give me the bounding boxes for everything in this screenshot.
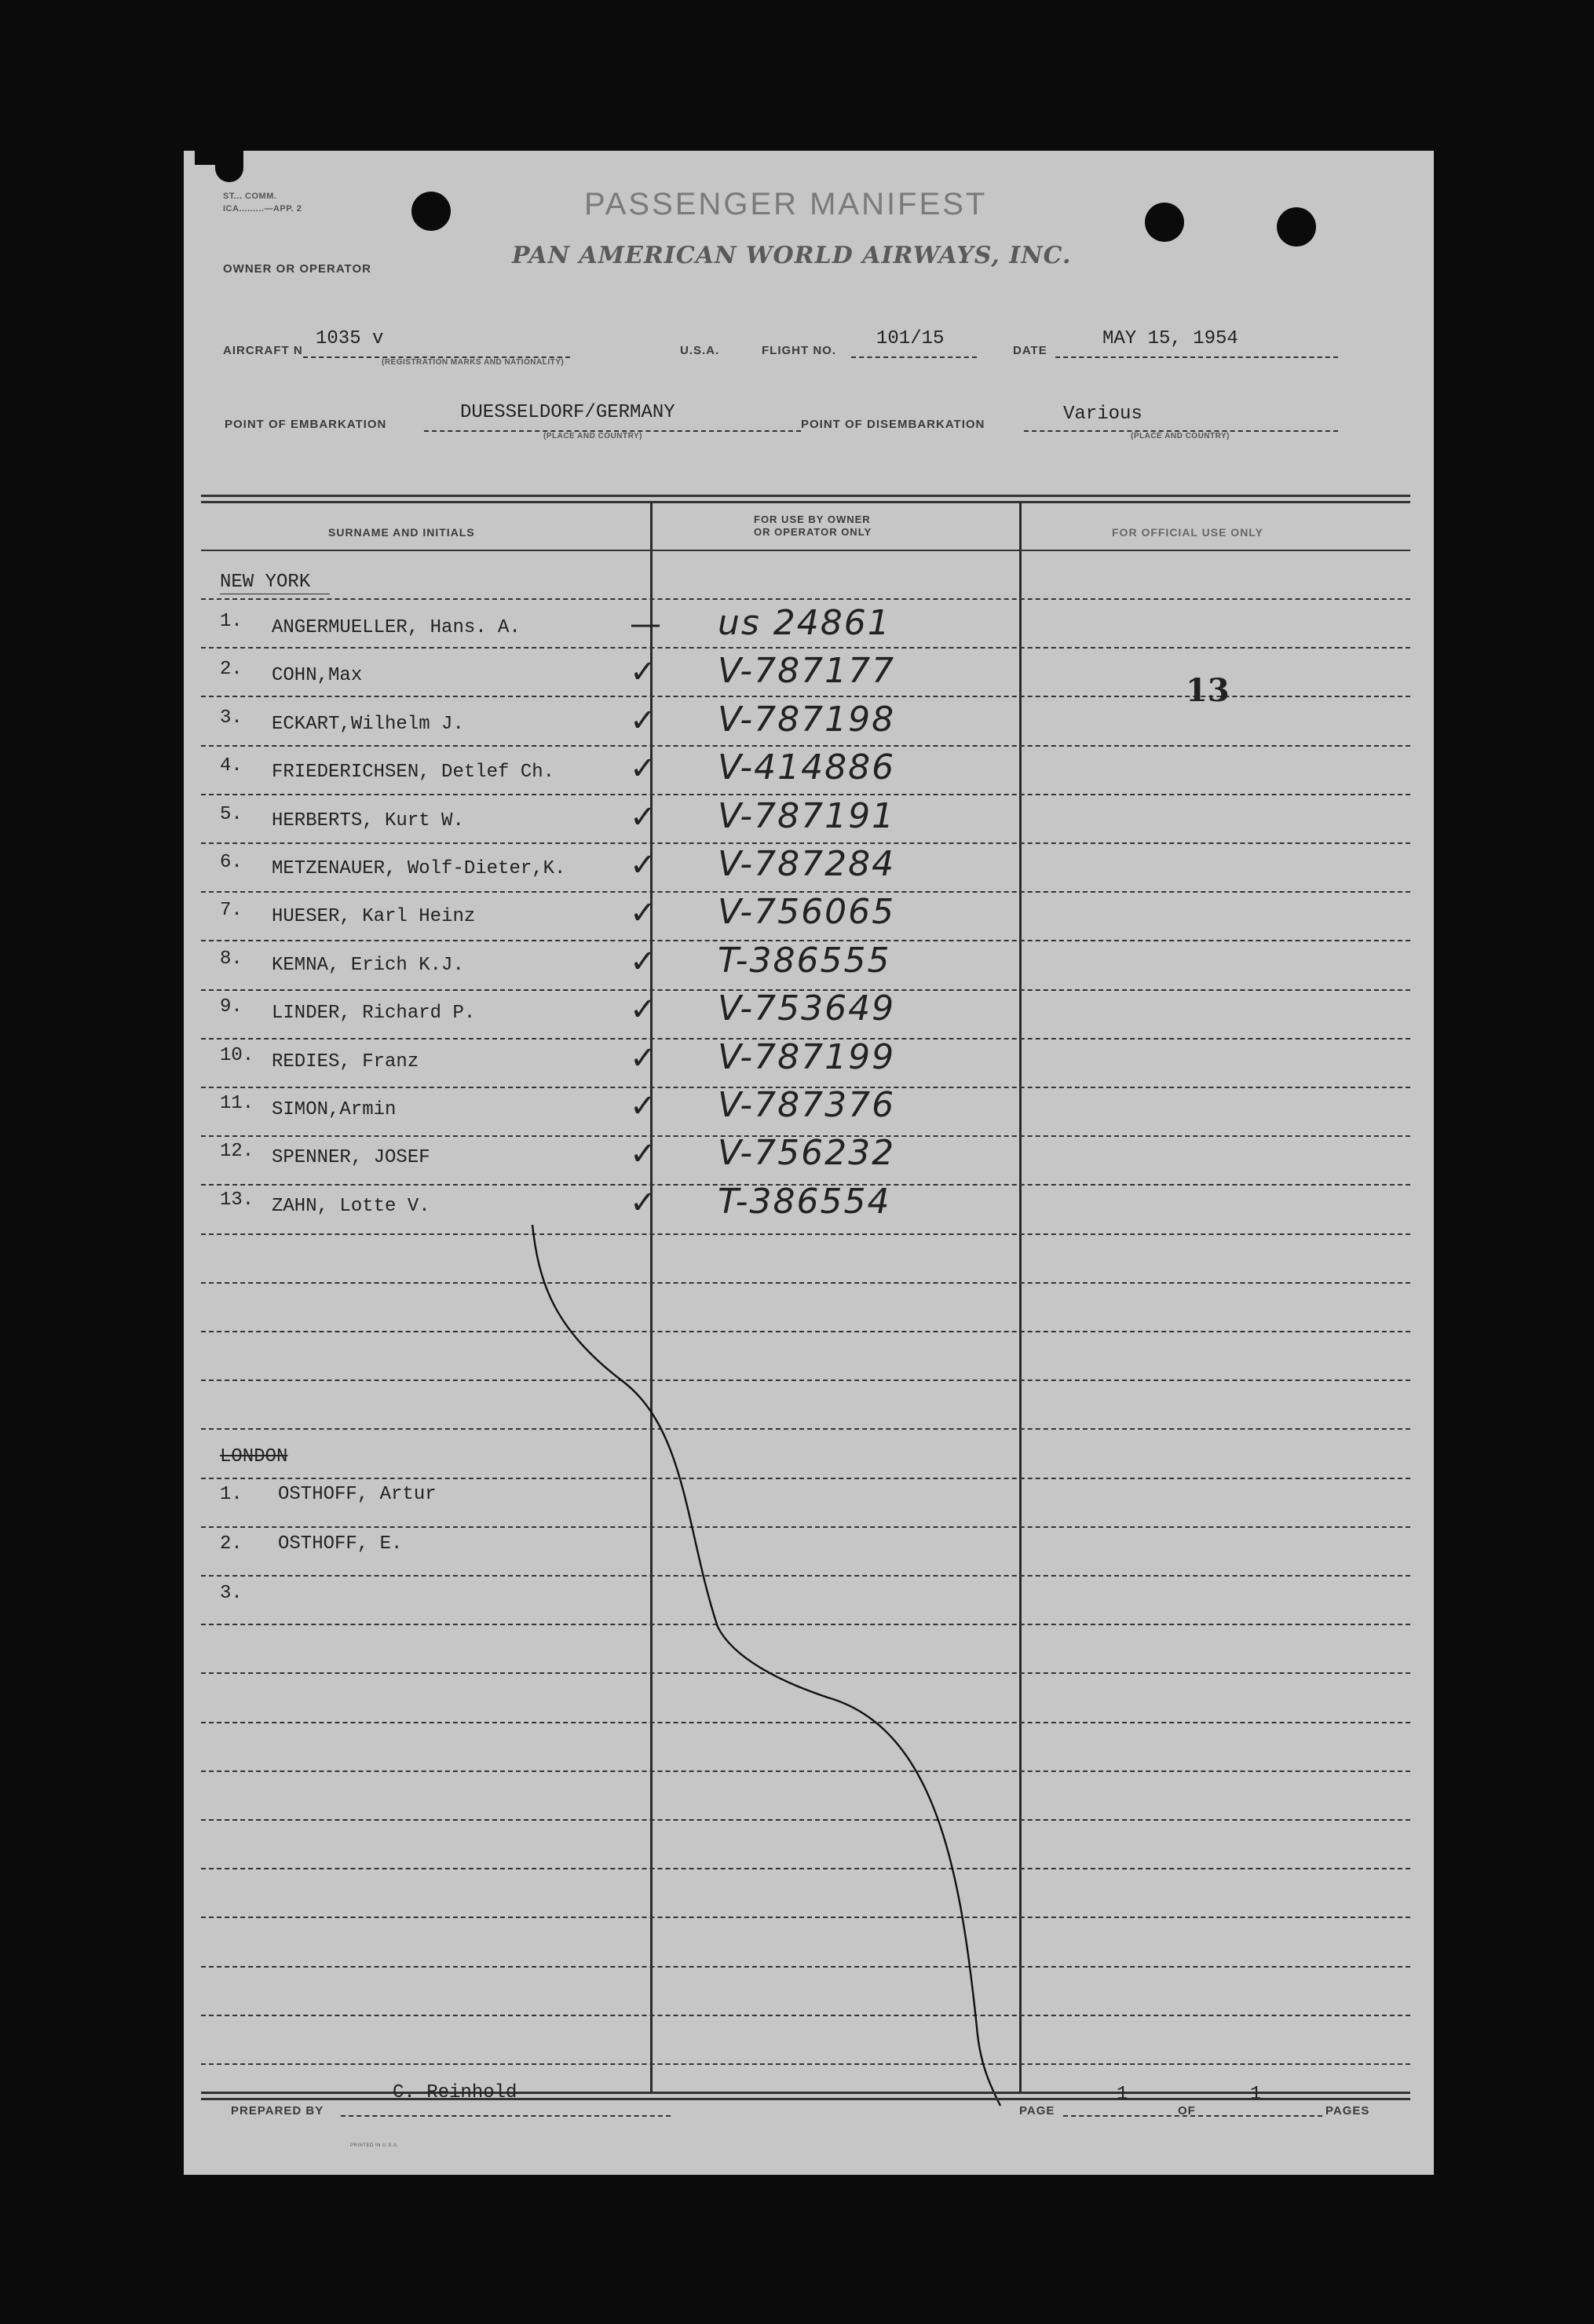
passenger-name: ANGERMUELLER, Hans. A. [272, 617, 521, 638]
form-id-line1: ST... COMM. [223, 192, 277, 201]
pen-stroke [184, 151, 1434, 2175]
of-label: OF [1178, 2104, 1196, 2118]
passenger-name: HERBERTS, Kurt W. [272, 810, 464, 831]
document-number: V-787199 [718, 1037, 896, 1077]
document-number: V-756065 [718, 892, 896, 932]
document-number: V-414886 [718, 747, 896, 787]
passenger-number: 3. [220, 1583, 243, 1604]
passenger-number: 9. [220, 996, 243, 1018]
passenger-number: 13. [220, 1189, 254, 1211]
col-header-owner-1: FOR USE BY OWNER [754, 513, 871, 525]
passenger-number: 8. [220, 948, 243, 970]
document-number: V-787198 [718, 700, 896, 740]
prepared-by: C. Reinhold [393, 2082, 517, 2103]
document-number: T-386554 [718, 1182, 891, 1222]
document-number: V-787376 [718, 1085, 896, 1125]
passenger-number: 12. [220, 1141, 254, 1162]
disembark-label: POINT OF DISEMBARKATION [801, 418, 985, 431]
usa-label: U.S.A. [680, 344, 720, 357]
pages-label: PAGES [1325, 2104, 1370, 2118]
passenger-number: 2. [220, 1533, 243, 1555]
print-stamp: PRINTED IN U.S.A. [350, 2143, 399, 2148]
official-count: 13 [1186, 672, 1230, 709]
passenger-number: 11. [220, 1093, 254, 1114]
page-line [1063, 2115, 1322, 2117]
destination-heading-london: LONDON [220, 1446, 288, 1467]
manifest-sheet [184, 151, 1434, 2175]
destination-heading-new-york: NEW YORK [220, 572, 311, 593]
col-header-surname: SURNAME AND INITIALS [328, 526, 475, 539]
passenger-number: 6. [220, 852, 243, 873]
passenger-name: METZENAUER, Wolf-Dieter,K. [272, 858, 566, 879]
aircraft-value: 1035 v [316, 328, 384, 349]
disembark-caption: (PLACE AND COUNTRY) [1131, 432, 1230, 440]
prepared-label: PREPARED BY [231, 2104, 324, 2118]
passenger-number: 1. [220, 1484, 243, 1505]
footer-rule-2 [201, 2098, 1410, 2100]
flight-value: 101/15 [876, 328, 945, 349]
document-number: us 24861 [718, 603, 891, 643]
passenger-name: FRIEDERICHSEN, Detlef Ch. [272, 762, 555, 783]
passenger-number: 5. [220, 804, 243, 825]
check-mark: ✓ [630, 654, 656, 690]
passenger-name: ECKART,Wilhelm J. [272, 714, 464, 735]
passenger-name: COHN,Max [272, 665, 363, 686]
passenger-name: ZAHN, Lotte V. [272, 1196, 430, 1217]
manifest-title: PASSENGER MANIFEST [584, 187, 988, 221]
disembark-value: Various [1063, 404, 1142, 425]
page-number: 1 [1117, 2084, 1128, 2105]
check-mark: ✓ [630, 751, 656, 787]
embark-value: DUESSELDORF/GERMANY [460, 402, 675, 423]
passenger-name: SPENNER, JOSEF [272, 1147, 430, 1168]
operator-name: PAN AMERICAN WORLD AIRWAYS, INC. [512, 242, 1072, 269]
check-mark: ✓ [630, 703, 656, 739]
passenger-number: 1. [220, 611, 243, 632]
form-id-line2: ICA.........—APP. 2 [223, 204, 302, 214]
passenger-name: LINDER, Richard P. [272, 1003, 476, 1024]
flight-label: FLIGHT NO. [762, 344, 836, 357]
prepared-line [341, 2115, 671, 2117]
document-number: V-756232 [718, 1133, 896, 1173]
document-number: V-787284 [718, 844, 896, 884]
embark-caption: (PLACE AND COUNTRY) [543, 432, 642, 440]
aircraft-label: AIRCRAFT N [223, 344, 303, 357]
document-number: T-386555 [718, 941, 891, 981]
check-mark: ✓ [630, 1040, 656, 1076]
passenger-number: 10. [220, 1045, 254, 1066]
document-number: V-787177 [718, 651, 896, 691]
check-mark: ✓ [630, 847, 656, 883]
embark-label: POINT OF EMBARKATION [225, 418, 387, 431]
passenger-number: 4. [220, 755, 243, 776]
date-label: DATE [1013, 344, 1047, 357]
check-mark: ✓ [630, 944, 656, 980]
passenger-number: 7. [220, 900, 243, 921]
passenger-name: SIMON,Armin [272, 1099, 397, 1120]
passenger-name: OSTHOFF, Artur [278, 1484, 437, 1505]
page-total: 1 [1250, 2084, 1262, 2105]
passenger-number: 2. [220, 659, 243, 680]
passenger-name: HUESER, Karl Heinz [272, 906, 476, 927]
check-mark: ✓ [630, 895, 656, 931]
document-number: V-787191 [718, 796, 896, 836]
passenger-name: KEMNA, Erich K.J. [272, 955, 464, 976]
document-number: V-753649 [718, 988, 896, 1029]
check-mark: — [630, 606, 661, 642]
col-header-owner-2: OR OPERATOR ONLY [754, 526, 872, 538]
date-value: MAY 15, 1954 [1102, 328, 1238, 349]
check-mark: ✓ [630, 1088, 656, 1124]
footer-rule [201, 2092, 1410, 2094]
aircraft-caption: (REGISTRATION MARKS AND NATIONALITY) [382, 358, 565, 367]
page-label: PAGE [1019, 2104, 1055, 2118]
passenger-name: REDIES, Franz [272, 1051, 419, 1072]
check-mark: ✓ [630, 1185, 656, 1221]
passenger-name: OSTHOFF, E. [278, 1533, 403, 1555]
operator-label: OWNER OR OPERATOR [223, 262, 371, 276]
passenger-number: 3. [220, 707, 243, 729]
check-mark: ✓ [630, 1136, 656, 1172]
check-mark: ✓ [630, 992, 656, 1028]
col-header-official: FOR OFFICIAL USE ONLY [1112, 526, 1263, 539]
check-mark: ✓ [630, 799, 656, 835]
